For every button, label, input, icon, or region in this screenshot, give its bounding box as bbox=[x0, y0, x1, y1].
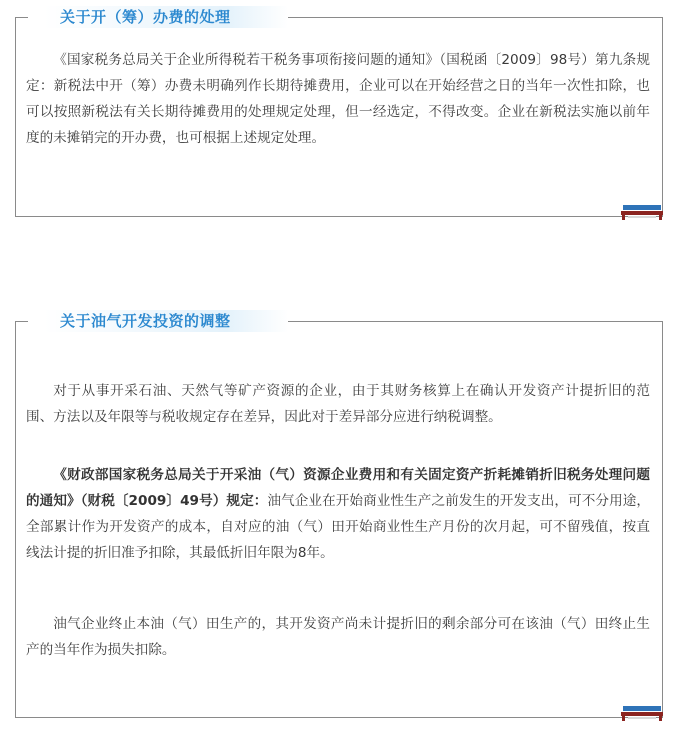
regulation-citation: 《财政部国家税务总局关于开采油（气）资源企业费用和有关固定资产折耗摊销折旧税务处理问题的通知》（财税〔2009〕49号）规定： bbox=[26, 467, 650, 509]
corner-decoration-icon bbox=[620, 703, 664, 721]
section-paragraph: 油气企业终止本油（气）田生产的，其开发资产尚未计提折旧的剩余部分可在该油（气）田终止生产的当年作为损失扣除。 bbox=[26, 616, 650, 658]
card-border-top-left bbox=[16, 17, 28, 18]
section-title: 关于油气开发投资的调整 bbox=[44, 310, 288, 332]
card-border-top-right bbox=[284, 321, 662, 322]
paragraph-body: 油气企业在开始商业性生产之前发生的开发支出，可不分用途，全部累计作为开发资产的成本，自对应的油（气）田开始商业性生产月份的次月起，可不留残值，按直线法计提的折旧准予扣除，其最低折旧年限为8年。 bbox=[26, 493, 650, 561]
section-card-oil-gas bbox=[15, 312, 663, 718]
section-title: 关于开（筹）办费的处理 bbox=[44, 6, 288, 28]
card-border-top-right bbox=[280, 17, 662, 18]
section-paragraph: 对于从事开采石油、天然气等矿产资源的企业，由于其财务核算上在确认开发资产计提折旧的范围、方法以及年限等与税收规定存在差异，因此对于差异部分应进行纳税调整。 bbox=[26, 383, 650, 425]
section-paragraph: 《国家税务总局关于企业所得税若干税务事项衔接问题的通知》（国税函〔2009〕98号）第九条规定：新税法中开（筹）办费未明确列作长期待摊费用，企业可以在开始经营之日的当年一次性扣除，也可以按照新税法有关长期待摊费用的处理规定处理，但一经选定，不得改变。企业在新税法实施以前年度的未摊销完的开办费，也可根据上述规定处理。 bbox=[26, 52, 650, 146]
corner-decoration-icon bbox=[620, 202, 664, 220]
section-paragraph-with-citation bbox=[26, 462, 650, 566]
section-card-startup-costs bbox=[15, 8, 663, 217]
card-border-top-left bbox=[16, 321, 28, 322]
